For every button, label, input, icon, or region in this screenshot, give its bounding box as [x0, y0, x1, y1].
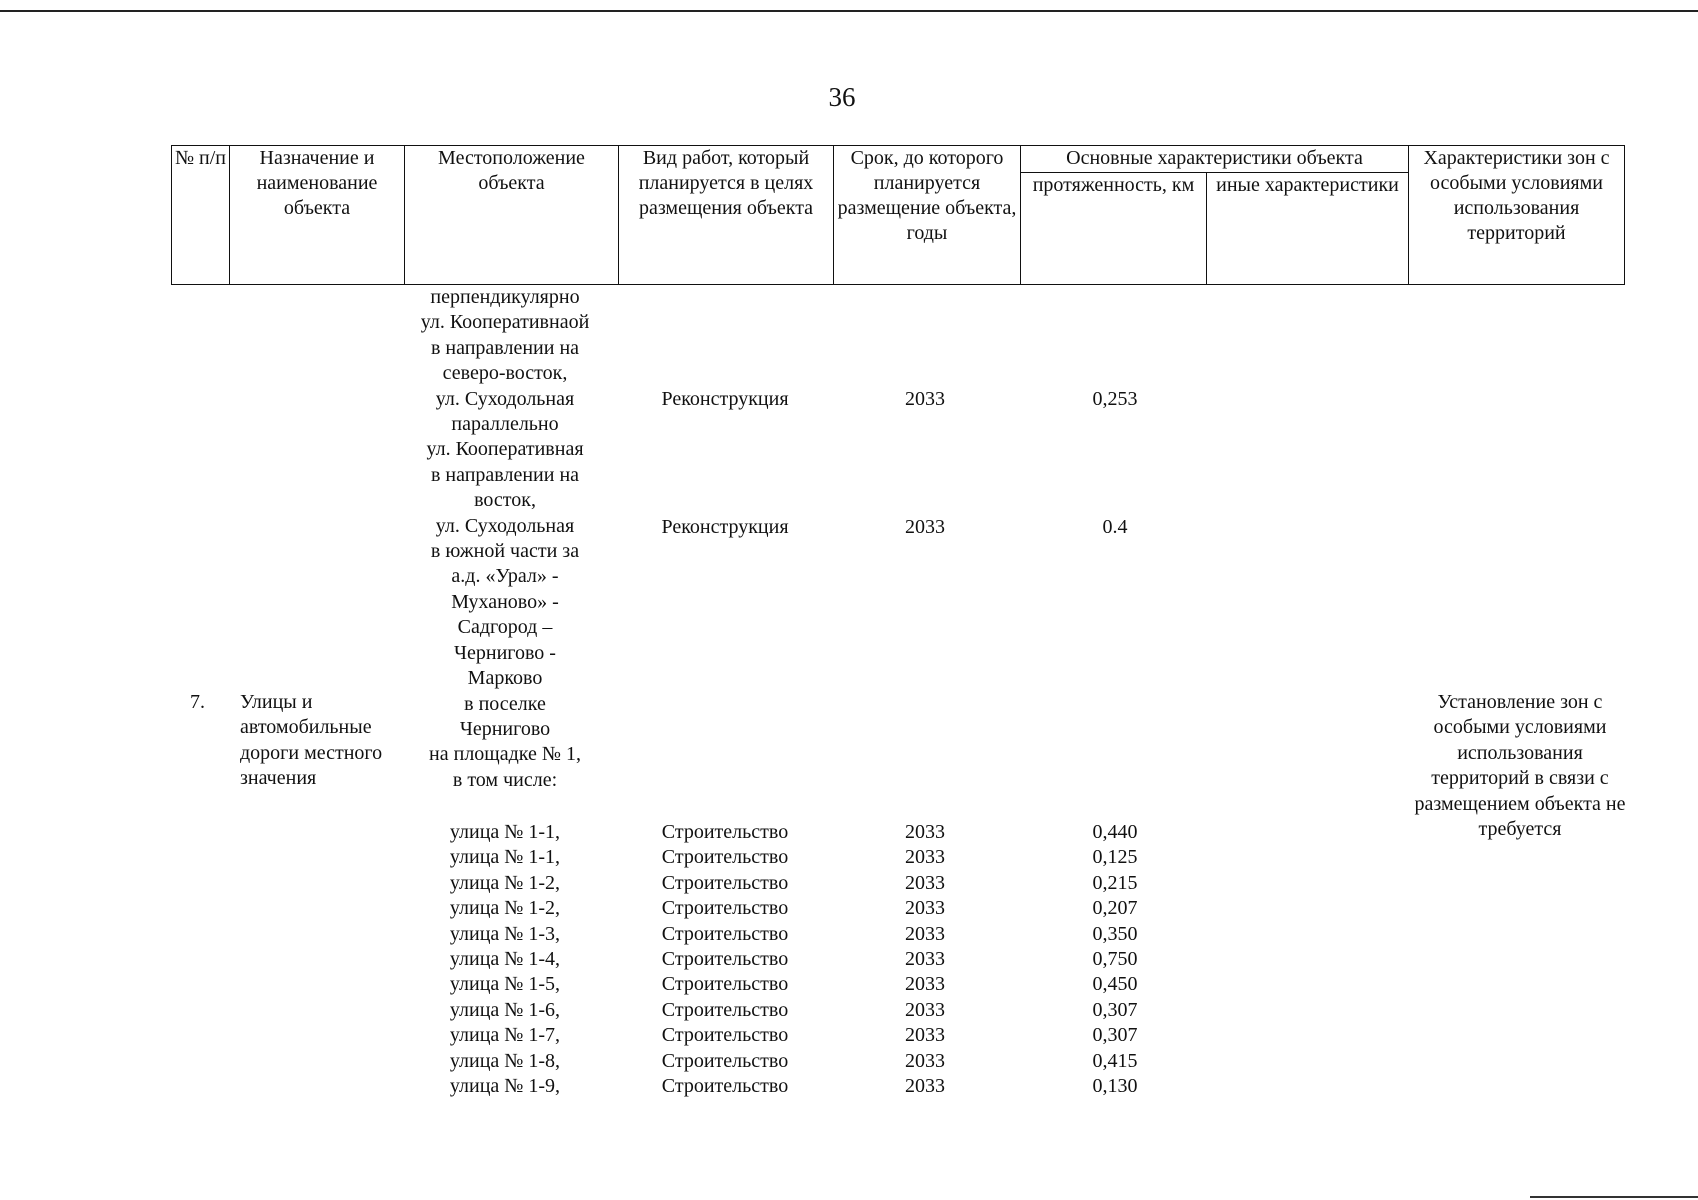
street-work-column [630, 820, 820, 1099]
location-line: Чернигово - [454, 641, 556, 664]
street-year-column [880, 820, 970, 1099]
street-name: улица № 1-3, [449, 922, 561, 945]
street-names [405, 820, 605, 1099]
location-line: перпендикулярно [430, 286, 580, 308]
year-cell: 2033 [905, 998, 945, 1021]
item-name: Улицы и автомобильные дороги местного значения [240, 691, 383, 790]
work-type-cell: Строительство [661, 846, 789, 869]
year-cell: 2033 [905, 1074, 945, 1097]
work-type-cell: Строительство [661, 821, 789, 843]
length-cell: 0,125 [1092, 846, 1138, 869]
table-header [171, 145, 1625, 285]
location-line: параллельно [451, 413, 559, 436]
work-type-cell: Реконструкция [661, 388, 789, 410]
work-type-cell: Реконструкция [661, 516, 789, 538]
length-cell: 0,307 [1092, 1024, 1138, 1047]
location-line: в направлении на [430, 336, 580, 359]
year-cell: 2033 [905, 871, 945, 894]
header-term: Срок, до которого планируется размещение объекта, годы [834, 146, 1021, 285]
location-line: в поселке [464, 692, 546, 715]
length-cell: 0,215 [1092, 871, 1138, 894]
page-number: 36 [828, 82, 856, 112]
work-type-cell: Строительство [661, 1049, 789, 1072]
year-cell: 2033 [905, 821, 945, 843]
street-name: улица № 1-1, [449, 846, 561, 869]
location-line: ул. Кооперативнаой [420, 311, 590, 334]
street-name: улица № 1-1, [449, 821, 561, 843]
year-cell: 2033 [905, 388, 945, 410]
year-cell: 2033 [905, 1024, 945, 1047]
header-zones: Характеристики зон с особыми условиями использования территорий [1409, 146, 1625, 285]
header-location: Местоположение объекта [405, 146, 619, 285]
header-purpose: Назначение и наименование объекта [230, 146, 405, 285]
location-line: в том числе: [452, 768, 558, 791]
work-type-cell: Строительство [661, 973, 789, 996]
year-cell: 2033 [905, 922, 945, 945]
year-cell: 2033 [905, 846, 945, 869]
bottom-border-line [1530, 1196, 1698, 1198]
header-main-characteristics: Основные характеристики объекта [1021, 146, 1409, 173]
location-line: ул. Суходольная [435, 514, 575, 537]
location-line: Марково [467, 667, 543, 690]
street-name: улица № 1-9, [449, 1074, 561, 1097]
street-name: улица № 1-5, [449, 973, 561, 996]
length-cell: 0,415 [1092, 1049, 1138, 1072]
work-type-cell: Строительство [661, 1024, 789, 1047]
length-cell: 0.4 [1102, 516, 1128, 538]
length-cell: 0,253 [1092, 388, 1138, 410]
work-type-cell: Строительство [661, 947, 789, 970]
work-type-cell: Строительство [661, 871, 789, 894]
location-line: на площадке № 1, [429, 743, 581, 766]
header-length: протяженность, км [1021, 173, 1207, 285]
work-type-cell: Строительство [661, 922, 789, 945]
location-line: в южной части за [430, 540, 580, 563]
length-cell: 0,207 [1092, 897, 1138, 920]
work-type-cell: Строительство [661, 1074, 789, 1097]
street-length-column [1055, 820, 1175, 1099]
length-cell: 0,450 [1092, 973, 1138, 996]
location-line: ул. Кооперативная [426, 438, 584, 461]
location-line: северо-восток, [442, 362, 568, 385]
location-line: Муханово» - [451, 590, 559, 613]
street-name: улица № 1-8, [449, 1049, 561, 1072]
location-line: Садгород – [457, 616, 553, 639]
location-line: в направлении на [430, 463, 580, 486]
length-cell: 0,440 [1092, 821, 1138, 843]
street-name: улица № 1-2, [449, 871, 561, 894]
street-name: улица № 1-6, [449, 998, 561, 1021]
year-cell: 2033 [905, 897, 945, 920]
length-cell: 0,130 [1092, 1074, 1138, 1097]
length-cell: 0,750 [1092, 947, 1138, 970]
location-line: восток, [474, 489, 536, 512]
year-cell: 2033 [905, 516, 945, 538]
street-name: улица № 1-2, [449, 897, 561, 920]
year-cell: 2033 [905, 947, 945, 970]
work-type-cell: Строительство [661, 897, 789, 920]
top-border-line [0, 10, 1698, 12]
street-name: улица № 1-4, [449, 947, 561, 970]
length-cell: 0,350 [1092, 922, 1138, 945]
location-column [405, 285, 605, 793]
year-cell: 2033 [905, 1049, 945, 1072]
header-other: иные характеристики [1207, 173, 1409, 285]
length-cell: 0,307 [1092, 998, 1138, 1021]
year-cell: 2033 [905, 973, 945, 996]
header-work-type: Вид работ, который планируется в целях размещения объекта [619, 146, 834, 285]
header-no: № п/п [172, 146, 230, 285]
location-line: а.д. «Урал» - [451, 565, 559, 588]
work-type-cell: Строительство [661, 998, 789, 1021]
zone-note: Установление зон с особыми условиями использования территорий в связи с размещением объекта не требуется [1414, 691, 1626, 841]
street-name: улица № 1-7, [449, 1024, 561, 1047]
location-line: Чернигово [459, 717, 551, 740]
item-number: 7. [190, 691, 205, 713]
location-line: ул. Суходольная [435, 387, 575, 410]
